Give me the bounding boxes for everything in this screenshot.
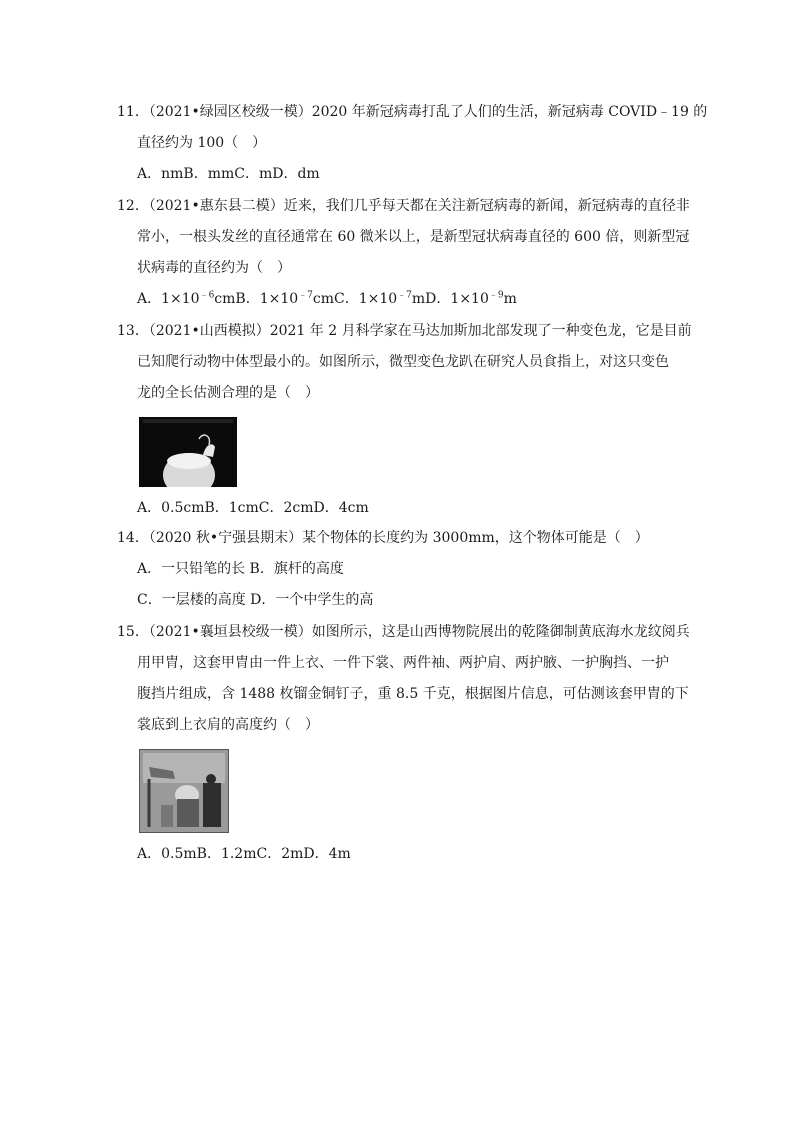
question-text-line: 裳底到上衣肩的高度约（ ）	[137, 717, 319, 733]
option-d-unit: m	[503, 291, 517, 307]
answer-options-line: A．一只铅笔的长 B．旗杆的高度	[137, 561, 344, 577]
question-15	[117, 617, 690, 870]
option-c-base: cmC．1×10	[312, 291, 398, 307]
question-12	[117, 191, 690, 315]
question-13	[117, 316, 692, 524]
question-text-line: 12．（2021•惠东县二模）近来，我们几乎每天都在关注新冠病毒的新闻，新冠病毒的直径非	[117, 198, 690, 214]
option-c-exponent: ﹣7	[397, 290, 412, 301]
answer-options: A．nmB．mmC．mD．dm	[137, 166, 320, 182]
answer-options: A．0.5cmB．1cmC．2cmD．4cm	[137, 500, 369, 516]
question-text-line: 11．（2021•绿园区校级一模）2020 年新冠病毒打乱了人们的生活，新冠病毒 COVID﹣19 的	[117, 104, 708, 120]
question-text-line: 14．（2020 秋•宁强县期末）某个物体的长度约为 3000mm，这个物体可能是（ ）	[117, 530, 649, 546]
option-a-base: A．1×10	[137, 291, 200, 307]
answer-options-line: C．一层楼的高度 D．一个中学生的高	[137, 592, 374, 608]
question-text-line: 已知爬行动物中体型最小的。如图所示，微型变色龙趴在研究人员食指上，对这只变色	[137, 354, 669, 370]
option-b-exponent: ﹣7	[298, 290, 313, 301]
question-text-line: 直径约为 100（ ）	[137, 135, 267, 151]
question-text-line: 腹挡片组成，含 1488 枚镏金铜钉子，重 8.5 千克，根据图片信息，可估测该套甲胄的下	[137, 686, 689, 702]
chameleon-on-finger-photo	[139, 417, 237, 487]
option-d-exponent: ﹣9	[488, 290, 504, 301]
option-b-base: cmB．1×10	[214, 291, 299, 307]
question-11	[117, 97, 708, 190]
question-text-line: 13．（2021•山西模拟）2021 年 2 月科学家在马达加斯加北部发现了一种变色龙，它是目前	[117, 323, 692, 339]
armor-exhibit-photo	[139, 749, 229, 833]
question-text-line: 状病毒的直径约为（ ）	[137, 260, 291, 276]
question-text-line: 15．（2021•襄垣县校级一模）如图所示，这是山西博物院展出的乾隆御制黄底海水龙纹阅兵	[117, 624, 690, 640]
option-a-exponent: ﹣6	[199, 290, 215, 301]
question-text-line: 龙的全长估测合理的是（ ）	[137, 385, 319, 401]
answer-options: A．0.5mB．1.2mC．2mD．4m	[137, 846, 351, 862]
answer-options	[117, 284, 677, 315]
option-d-base: mD．1×10	[411, 291, 489, 307]
question-text-line: 用甲胄，这套甲胄由一件上衣、一件下裳、两件袖、两护肩、两护腋、一护胸挡、一护	[137, 655, 669, 671]
question-14	[117, 523, 677, 616]
question-text-line: 常小，一根头发丝的直径通常在 60 微米以上，是新型冠状病毒直径的 600 倍，则新型冠	[137, 229, 690, 245]
